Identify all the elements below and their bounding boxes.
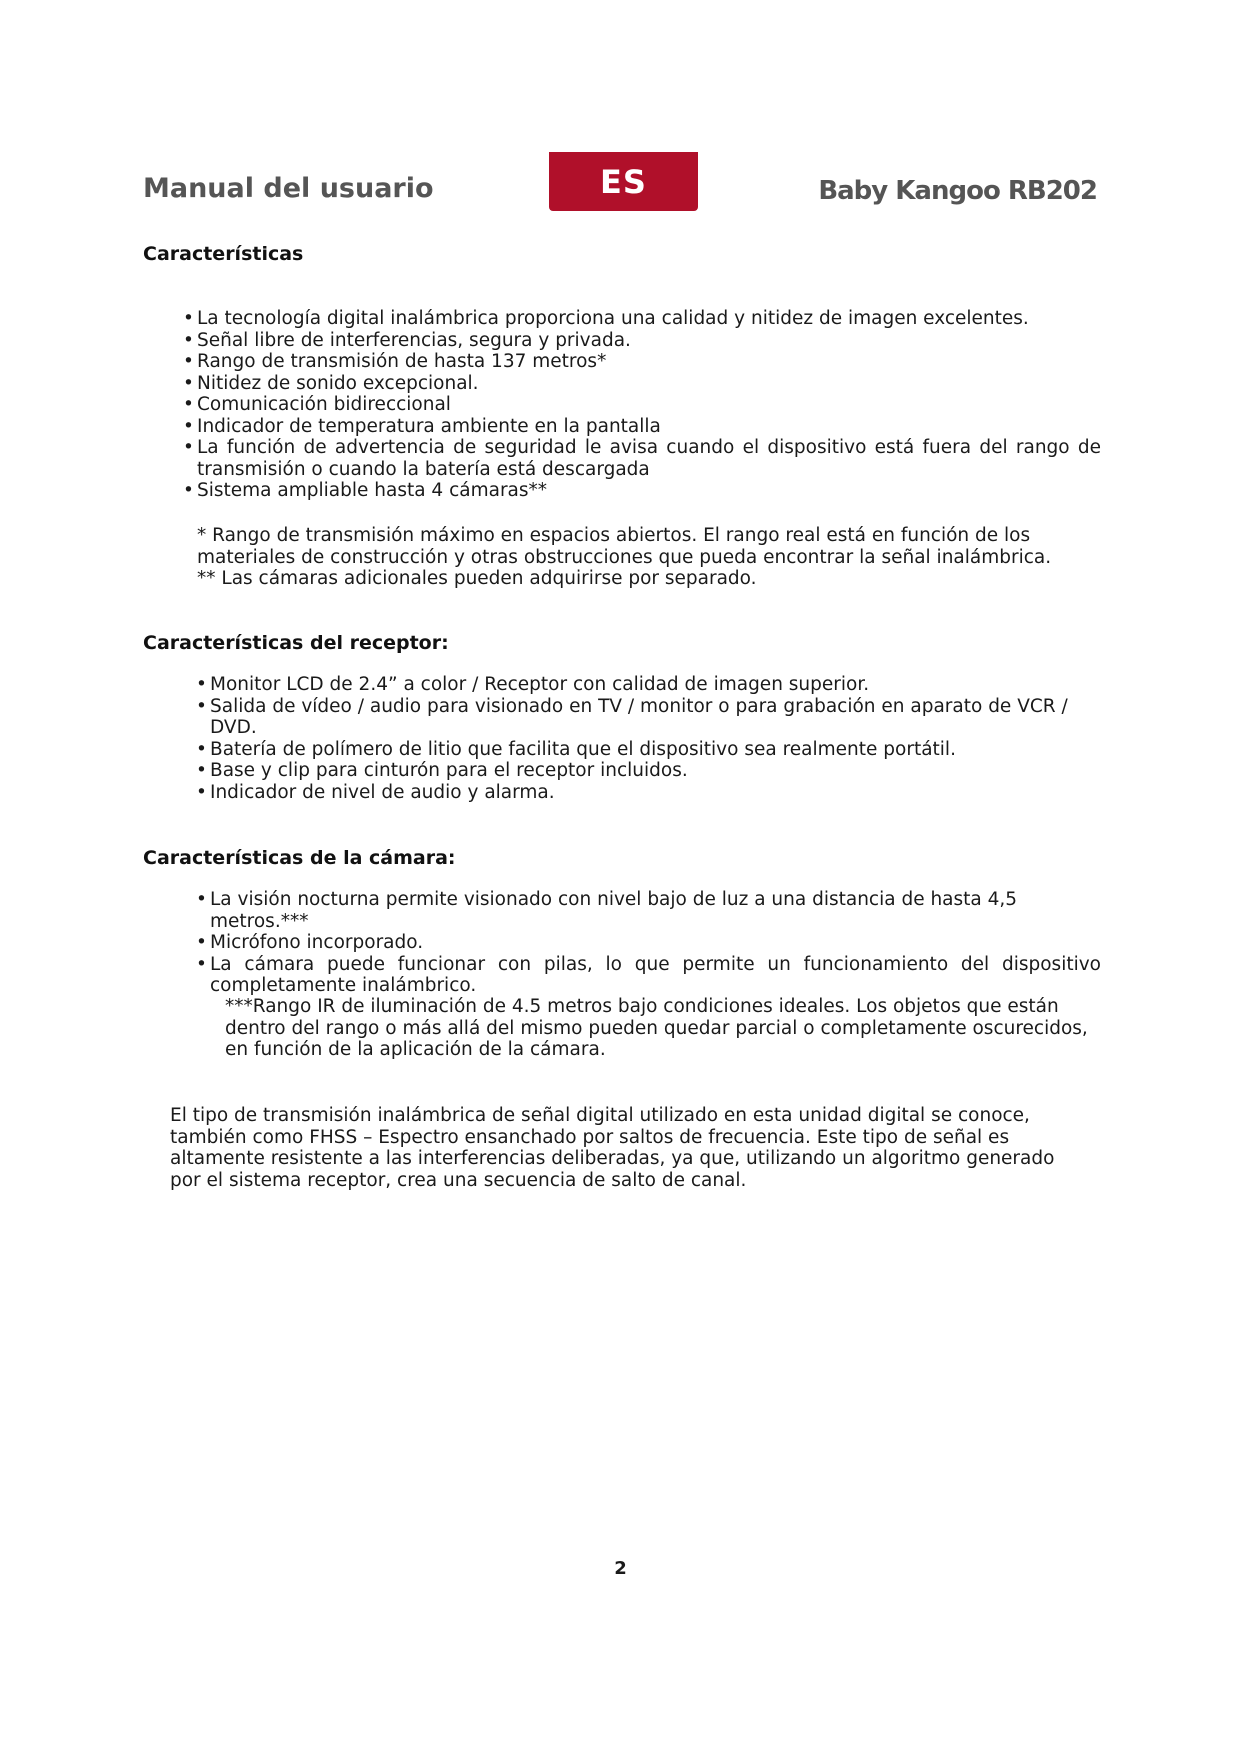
language-tab: ES <box>549 152 698 211</box>
list-item: • Comunicación bidireccional <box>183 394 1101 416</box>
list-item: • Rango de transmisión de hasta 137 metros* <box>183 351 1101 373</box>
manual-title: Manual del usuario <box>143 173 434 204</box>
list-item: • La visión nocturna permite visionado con nivel bajo de luz a una distancia de hasta 4,5 metros.*** <box>196 889 1101 932</box>
list-item: • Señal libre de interferencias, segura y privada. <box>183 330 1101 352</box>
section-title-features: Características <box>143 243 304 265</box>
list-item: • La función de advertencia de seguridad le avisa cuando el dispositivo está fuera del rango de transmisión o cuando la batería está descargada <box>183 437 1101 480</box>
features-list <box>183 308 1101 502</box>
ir-range-footnote: ***Rango IR de iluminación de 4.5 metros bajo condiciones ideales. Los objetos que están dentro del rango o más allá del mismo pueden quedar parcial o completamente oscurecidos, en función de la aplicación de la cámara. <box>225 996 1088 1060</box>
receiver-features-list <box>196 674 1101 803</box>
list-item: • Monitor LCD de 2.4” a color / Receptor con calidad de imagen superior. <box>196 674 1101 696</box>
list-item: • La cámara puede funcionar con pilas, lo que permite un funcionamiento del dispositivo completamente inalámbrico. <box>196 954 1101 997</box>
list-item: • Micrófono incorporado. <box>196 932 1101 954</box>
list-item: • Indicador de temperatura ambiente en la pantalla <box>183 416 1101 438</box>
list-item: • Salida de vídeo / audio para visionado en TV / monitor o para grabación en aparato de VCR / DVD. <box>196 696 1101 739</box>
page-number: 2 <box>614 1558 627 1579</box>
list-item: • Base y clip para cinturón para el receptor incluidos. <box>196 760 1101 782</box>
cameras-footnote: ** Las cámaras adicionales pueden adquirirse por separado. <box>197 568 757 589</box>
list-item: • Indicador de nivel de audio y alarma. <box>196 782 1101 804</box>
fhss-paragraph: El tipo de transmisión inalámbrica de señal digital utilizado en esta unidad digital se conoce, también como FHSS – Espectro ensanchado por saltos de frecuencia. Este tipo de señal es altamente resistente a las interferencias deliberadas, ya que, utilizando un algoritmo generado por el sistema receptor, crea una secuencia de salto de canal. <box>170 1105 1055 1191</box>
list-item: • Nitidez de sonido excepcional. <box>183 373 1101 395</box>
list-item: • Sistema ampliable hasta 4 cámaras** <box>183 480 1101 502</box>
list-item: • Batería de polímero de litio que facilita que el dispositivo sea realmente portátil. <box>196 739 1101 761</box>
section-title-camera: Características de la cámara: <box>143 847 456 869</box>
camera-features-list <box>196 889 1101 997</box>
list-item: • La tecnología digital inalámbrica proporciona una calidad y nitidez de imagen excelentes. <box>183 308 1101 330</box>
range-footnote: * Rango de transmisión máximo en espacios abiertos. El rango real está en función de los materiales de construcción y otras obstrucciones que pueda encontrar la señal inalámbrica. <box>197 525 1052 568</box>
product-name: Baby Kangoo RB202 <box>818 176 1097 206</box>
section-title-receiver: Características del receptor: <box>143 632 449 654</box>
